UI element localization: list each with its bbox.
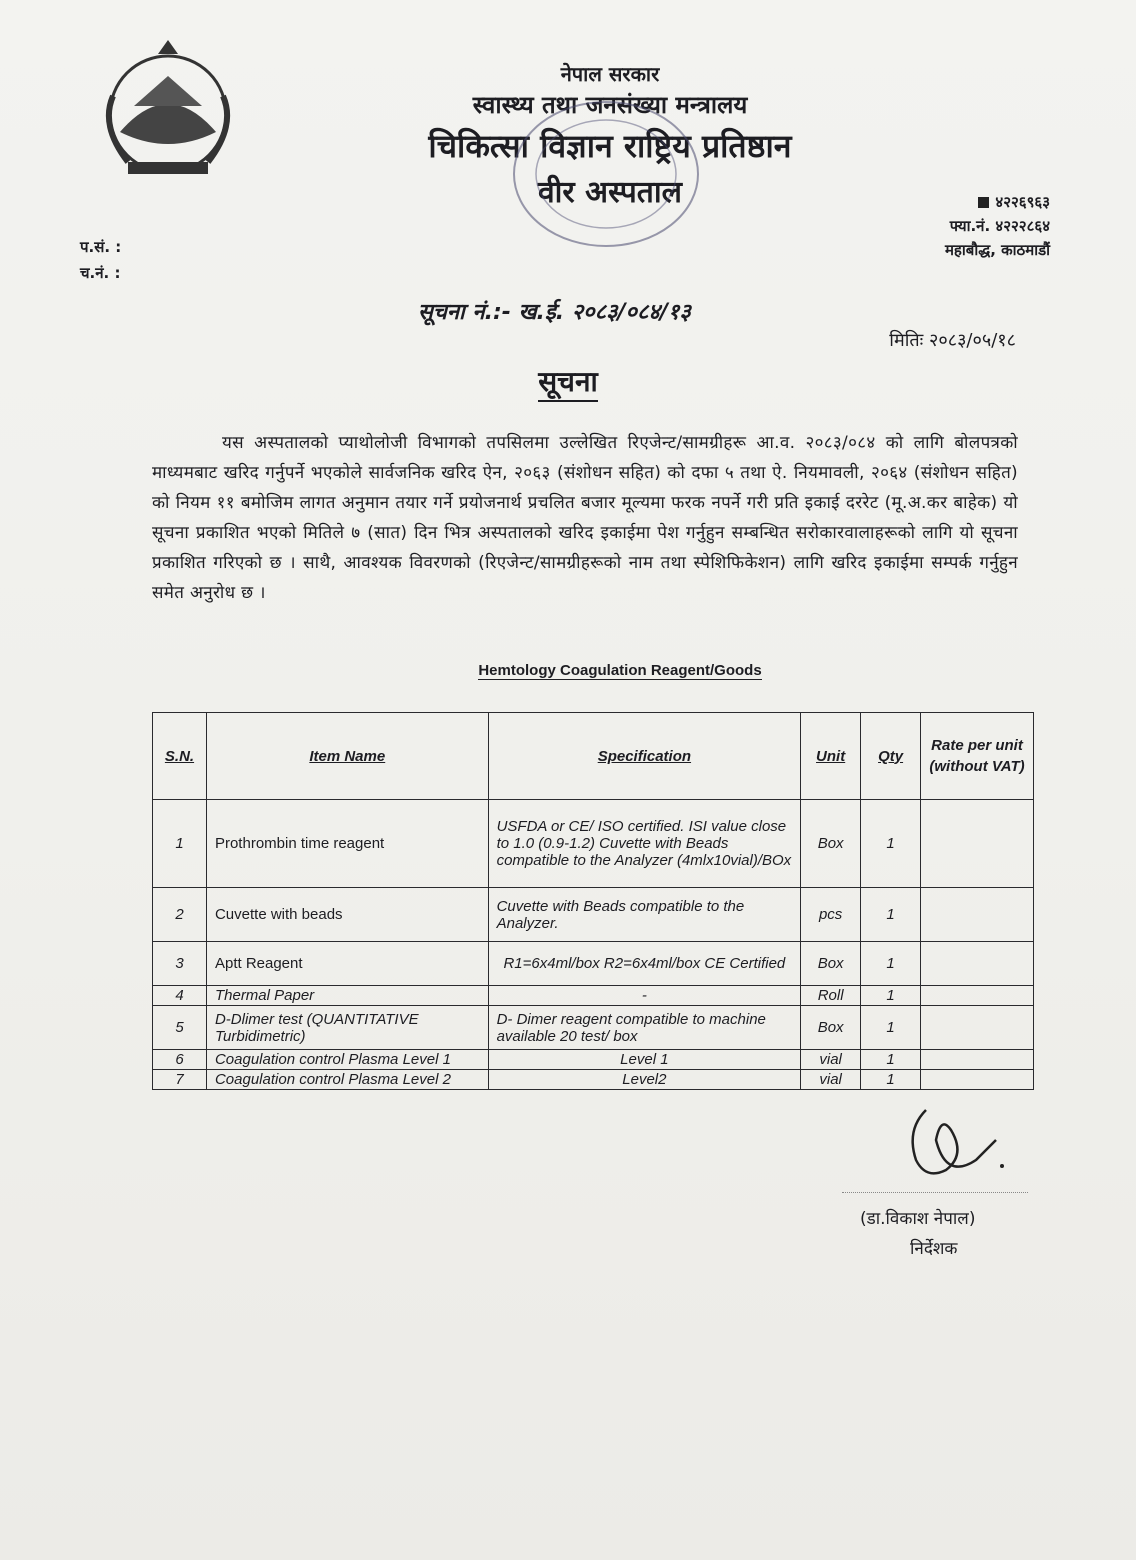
cell-qty: 1 — [861, 1050, 921, 1070]
table-row — [153, 986, 1034, 1006]
col-sn: S.N. — [153, 713, 207, 800]
col-rate: Rate per unit (without VAT) — [921, 713, 1034, 800]
cell-spec: R1=6x4ml/box R2=6x4ml/box CE Certified — [488, 942, 801, 986]
signer-role: निर्देशक — [910, 1239, 958, 1259]
cell-sn: 3 — [153, 942, 207, 986]
cell-item: Aptt Reagent — [206, 942, 488, 986]
fax-number: फ्या.नं. ४२२२८६४ — [949, 217, 1050, 235]
cell-unit: pcs — [801, 888, 861, 942]
cell-rate — [921, 800, 1034, 888]
cell-sn: 4 — [153, 986, 207, 1006]
table-row — [153, 1050, 1034, 1070]
cell-spec: Cuvette with Beads compatible to the Analyzer. — [488, 888, 801, 942]
table-row — [153, 1006, 1034, 1050]
cell-qty: 1 — [861, 1006, 921, 1050]
cell-qty: 1 — [861, 800, 921, 888]
phone-number: ४२२६९६३ — [995, 193, 1050, 211]
notice-body: यस अस्पतालको प्याथोलोजी विभागको तपसिलमा उल्लेखित रिएजेन्ट/सामग्रीहरू आ.व. २०८३/०८४ को लागि बोलपत्रको माध्यमबाट खरिद गर्नुपर्ने भएकोले सार्वजनिक खरिद ऐन, २०६३ (संशोधन सहित) को दफा ५ तथा ऐ. नियमावली, २०६४ (संशोधन सहित) को नियम ११ बमोजिम लागत अनुमान तयार गर्ने प्रयोजनार्थ प्रचलित बजार मूल्यमा फरक नपर्ने गरी प्रति इकाई दररेट (मू.अ.कर बाहेक) यो सूचना प्रकाशित भएको मितिले ७ (सात) दिन भित्र अस्पतालको खरिद इकाईमा पेश गर्नुहुन सम्बन्धित सरोकारवालाहरूको लागि यो सूचना प्रकाशित गरिएको छ । साथै, आवश्यक विवरणको (रिएजेन्ट/सामग्रीहरूको नाम तथा स्पेशिफिकेशन) लागि खरिद इकाईमा सम्पर्क गर्नुहुन समेत अनुरोध छ । — [152, 433, 1018, 603]
cell-spec: USFDA or CE/ ISO certified. ISI value close to 1.0 (0.9-1.2) Cuvette with Beads compatible to the Analyzer (4mlx10vial)/BOx — [488, 800, 801, 888]
hospital-name: वीर अस्पताल — [537, 175, 682, 210]
cell-rate — [921, 986, 1034, 1006]
reference-block — [80, 234, 121, 286]
col-qty: Qty — [861, 713, 921, 800]
cell-unit: Box — [801, 942, 861, 986]
table-row — [153, 942, 1034, 986]
cell-item: Coagulation control Plasma Level 2 — [206, 1070, 488, 1090]
cell-item: Cuvette with beads — [206, 888, 488, 942]
signature-line — [842, 1192, 1028, 1193]
table-row — [153, 800, 1034, 888]
cell-unit: vial — [801, 1070, 861, 1090]
notice-date: मितिः २०८३/०५/१८ — [889, 330, 1016, 351]
cell-sn: 7 — [153, 1070, 207, 1090]
cell-unit: Box — [801, 1006, 861, 1050]
govt-name: नेपाल सरकार — [560, 62, 660, 86]
cell-qty: 1 — [861, 1070, 921, 1090]
cell-sn: 1 — [153, 800, 207, 888]
col-unit: Unit — [801, 713, 861, 800]
cell-item: Coagulation control Plasma Level 1 — [206, 1050, 488, 1070]
cell-rate — [921, 1050, 1034, 1070]
ps-ref: प.सं. : — [80, 238, 122, 256]
table-header-row — [153, 713, 1034, 800]
cell-spec: Level2 — [488, 1070, 801, 1090]
nepal-government-emblem-icon — [88, 36, 248, 186]
cell-rate — [921, 888, 1034, 942]
table-row — [153, 888, 1034, 942]
cell-spec: D- Dimer reagent compatible to machine available 20 test/ box — [488, 1006, 801, 1050]
cell-rate — [921, 1070, 1034, 1090]
cell-unit: vial — [801, 1050, 861, 1070]
cell-unit: Box — [801, 800, 861, 888]
col-item-name: Item Name — [206, 713, 488, 800]
cell-sn: 6 — [153, 1050, 207, 1070]
chn-ref: च.नं. : — [80, 264, 121, 282]
cell-spec: - — [488, 986, 801, 1006]
items-table — [152, 712, 1034, 1090]
cell-spec: Level 1 — [488, 1050, 801, 1070]
cell-unit: Roll — [801, 986, 861, 1006]
institute-name: चिकित्सा विज्ञान राष्ट्रिय प्रतिष्ठान — [428, 127, 792, 165]
address: महाबौद्ध, काठमाडौं — [944, 241, 1050, 259]
ministry-name: स्वास्थ्य तथा जनसंख्या मन्त्रालय — [472, 91, 748, 119]
cell-rate — [921, 942, 1034, 986]
signature-icon — [896, 1100, 1016, 1190]
cell-item: Thermal Paper — [206, 986, 488, 1006]
signer-name: (डा.विकाश नेपाल) — [860, 1209, 976, 1229]
cell-item: D-Dlimer test (QUANTITATIVE Turbidimetric) — [206, 1006, 488, 1050]
cell-qty: 1 — [861, 888, 921, 942]
cell-rate — [921, 1006, 1034, 1050]
cell-qty: 1 — [861, 986, 921, 1006]
col-specification: Specification — [488, 713, 801, 800]
page-title — [0, 362, 1136, 400]
notice-number: सूचना नं.:- ख.ई. २०८३/०८४/१३ — [418, 300, 691, 325]
contact-block — [945, 190, 1050, 262]
cell-sn: 2 — [153, 888, 207, 942]
table-title — [0, 662, 1136, 679]
title-text: सूचना — [538, 365, 598, 402]
signer-block — [860, 1204, 975, 1264]
cell-sn: 5 — [153, 1006, 207, 1050]
cell-item: Prothrombin time reagent — [206, 800, 488, 888]
table-title-text: Hemtology Coagulation Reagent/Goods — [478, 662, 762, 679]
office-stamp-icon — [506, 92, 706, 252]
phone-icon — [978, 197, 989, 208]
cell-qty: 1 — [861, 942, 921, 986]
table-row — [153, 1070, 1034, 1090]
